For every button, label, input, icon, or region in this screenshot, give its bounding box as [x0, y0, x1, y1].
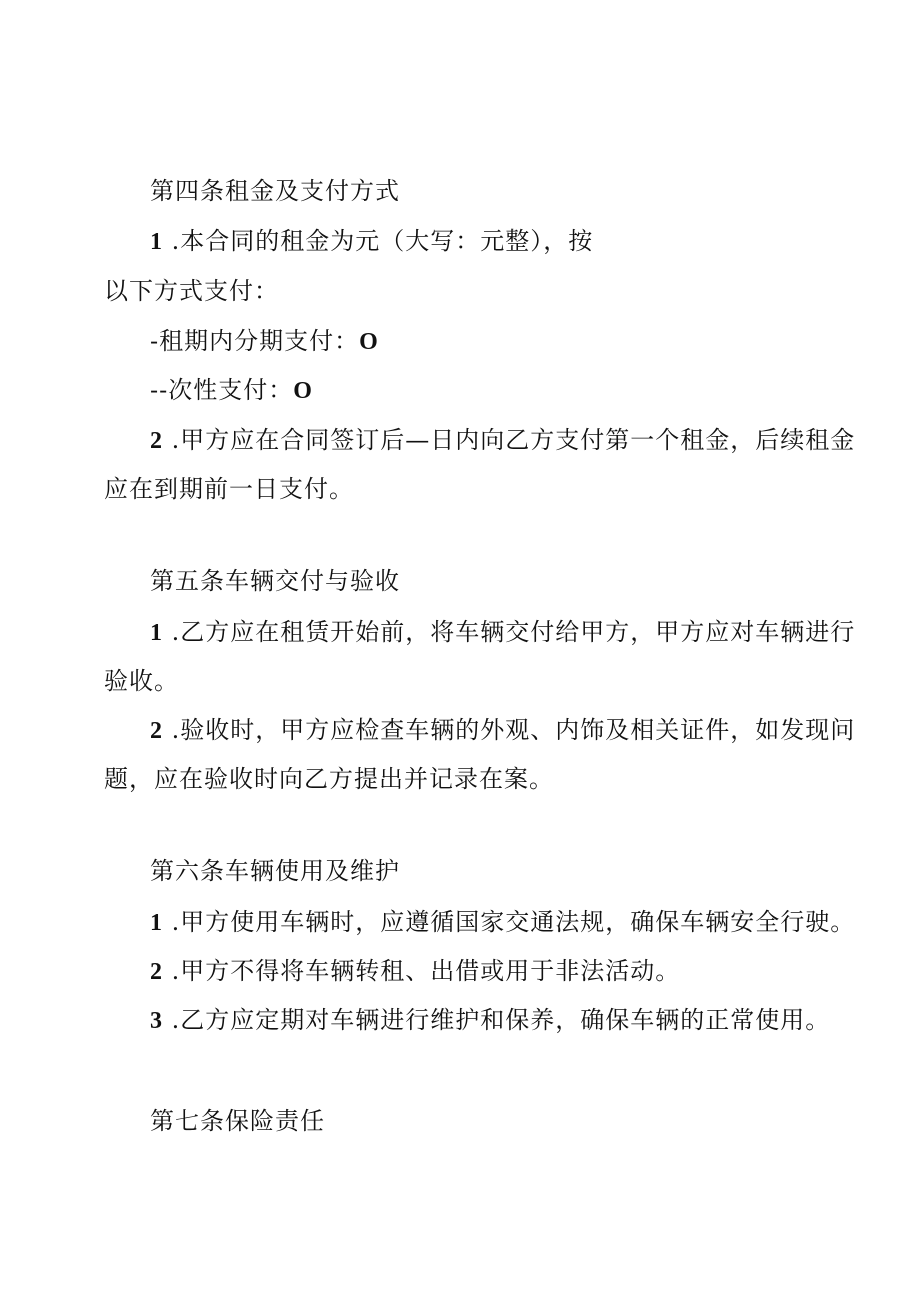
article5-item2-line1 — [150, 715, 855, 746]
article7-heading: 第七条保险责任 — [150, 1107, 325, 1135]
article4-item1-line2: 以下方式支付： — [104, 277, 279, 305]
article4-item1-line1 — [150, 226, 593, 257]
article5-item1-line1 — [150, 617, 855, 648]
article5-heading: 第五条车辆交付与验收 — [150, 567, 400, 595]
article6-item3 — [150, 1005, 830, 1036]
article4-item2-number: 2 — [150, 428, 163, 454]
article6-item2 — [150, 956, 680, 987]
article4-option2-value: O — [293, 378, 313, 404]
article5-item2-line2: 题，应在验收时向乙方提出并记录在案。 — [104, 765, 554, 793]
article4-option1 — [150, 326, 379, 357]
article6-item3-text: .乙方应定期对车辆进行维护和保养，确保车辆的正常使用。 — [171, 1006, 831, 1034]
article6-heading: 第六条车辆使用及维护 — [150, 857, 400, 885]
article4-option2-text: --次性支付： — [150, 376, 294, 404]
article4-item2-line1 — [150, 425, 855, 456]
article6-item1 — [150, 907, 855, 938]
article4-option1-value: O — [359, 329, 379, 355]
article4-item2-line2: 应在到期前一日支付。 — [104, 475, 354, 503]
article6-item1-text: .甲方使用车辆时，应遵循国家交通法规，确保车辆安全行驶。 — [171, 908, 856, 936]
article4-item2-text: .甲方应在合同签订后—日内向乙方支付第一个租金，后续租金 — [171, 426, 856, 454]
article5-item1-number: 1 — [150, 620, 163, 646]
article6-item1-number: 1 — [150, 910, 163, 936]
article5-item2-number: 2 — [150, 718, 163, 744]
article6-item3-number: 3 — [150, 1008, 163, 1034]
article5-item1-text: .乙方应在租赁开始前，将车辆交付给甲方，甲方应对车辆进行 — [171, 618, 856, 646]
article6-item2-number: 2 — [150, 959, 163, 985]
article4-option2 — [150, 375, 313, 406]
article4-item1-number: 1 — [150, 229, 163, 255]
article4-item1-text: .本合同的租金为元（大写：元整），按 — [171, 227, 594, 255]
article4-option1-text: -租期内分期支付： — [150, 327, 360, 355]
article4-heading: 第四条租金及支付方式 — [150, 177, 400, 205]
article5-item2-text: .验收时，甲方应检查车辆的外观、内饰及相关证件，如发现问 — [171, 716, 856, 744]
article6-item2-text: .甲方不得将车辆转租、出借或用于非法活动。 — [171, 957, 681, 985]
article5-item1-line2: 验收。 — [104, 667, 179, 695]
